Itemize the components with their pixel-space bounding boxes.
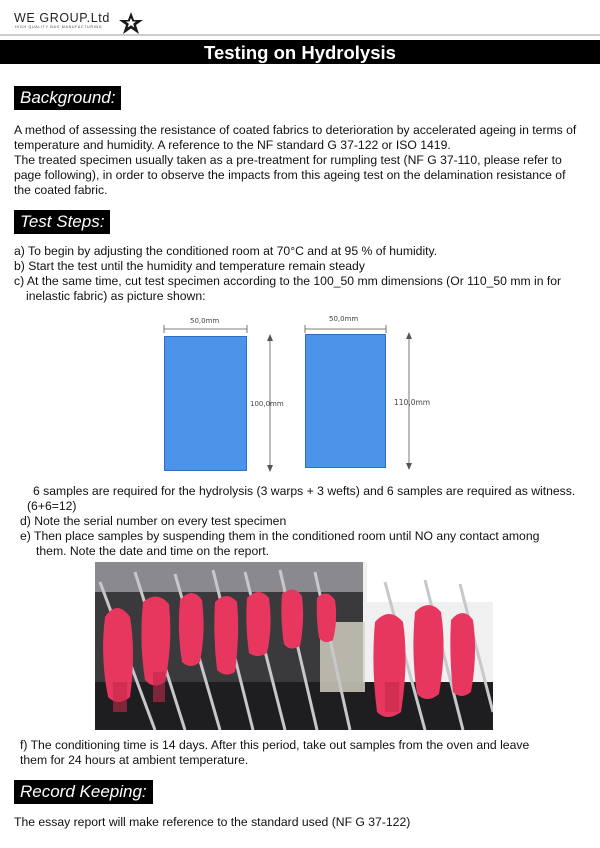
step-d-text: d) Note the serial number on every test specimen: [20, 514, 287, 528]
background-line: The treated specimen usually taken as a pre-treatment for rumpling test (NF G 37-110, please refer to: [14, 153, 562, 167]
step-c-text: c) At the same time, cut test specimen according to the 100_50 mm dimensions (Or 110_50 mm in for: [14, 274, 562, 288]
header-divider: [0, 34, 600, 36]
step-b-text: b) Start the test until the humidity and temperature remain steady: [14, 259, 365, 273]
step-c-text-cont: inelastic fabric) as picture shown:: [26, 289, 206, 303]
specimen-dimensions-figure: [150, 310, 450, 475]
star-logo-icon: [118, 11, 144, 35]
company-logo-text: WE GROUP.Ltd: [14, 11, 110, 25]
left-height-label: 100,0mm: [250, 400, 284, 408]
step-f-text: f) The conditioning time is 14 days. After this period, take out samples from the oven and leave: [20, 738, 530, 752]
step-a-text: a) To begin by adjusting the conditioned room at 70°C and at 95 % of humidity.: [14, 244, 438, 258]
page-header: [0, 0, 600, 38]
hydrolysis-samples-photo: [95, 562, 493, 730]
background-line: A method of assessing the resistance of coated fabrics to deterioration by accelerated ageing in terms of: [14, 123, 577, 137]
samples-text: 6 samples are required for the hydrolysis (3 warps + 3 wefts) and 6 samples are required as witness.: [33, 484, 576, 498]
background-line: page following), in order to observe the impacts from this ageing test on the delamination resistance of: [14, 168, 566, 182]
samples-text-cont: (6+6=12): [27, 499, 77, 513]
record-keeping-heading: Record Keeping:: [14, 780, 153, 804]
right-height-label: 110,0mm: [394, 398, 431, 407]
right-width-label: 50,0mm: [329, 315, 359, 323]
record-keeping-text: The essay report will make reference to the standard used (NF G 37-122): [14, 815, 411, 829]
background-heading: Background:: [14, 86, 121, 110]
page-title: Testing on Hydrolysis: [204, 42, 396, 63]
hanging-samples-illustration: [95, 562, 493, 730]
step-e-text: e) Then place samples by suspending them in the conditioned room until NO any contact among: [20, 529, 540, 543]
company-logo-subtext: HIGH QUALITY BAG MANUFACTURING: [15, 25, 103, 29]
left-width-label: 50,0mm: [190, 317, 220, 325]
background-line: the coated fabric.: [14, 183, 108, 197]
background-line: temperature and humidity. A reference to the NF standard G 37-122 or ISO 1419.: [14, 138, 451, 152]
step-f-text-cont: them for 24 hours at ambient temperature.: [20, 753, 249, 767]
step-e-text-cont: them. Note the date and time on the report.: [36, 544, 270, 558]
test-steps-heading: Test Steps:: [14, 210, 110, 234]
title-bar: [0, 40, 600, 64]
specimen-110mm: [305, 334, 386, 468]
specimen-100mm: [164, 336, 247, 471]
